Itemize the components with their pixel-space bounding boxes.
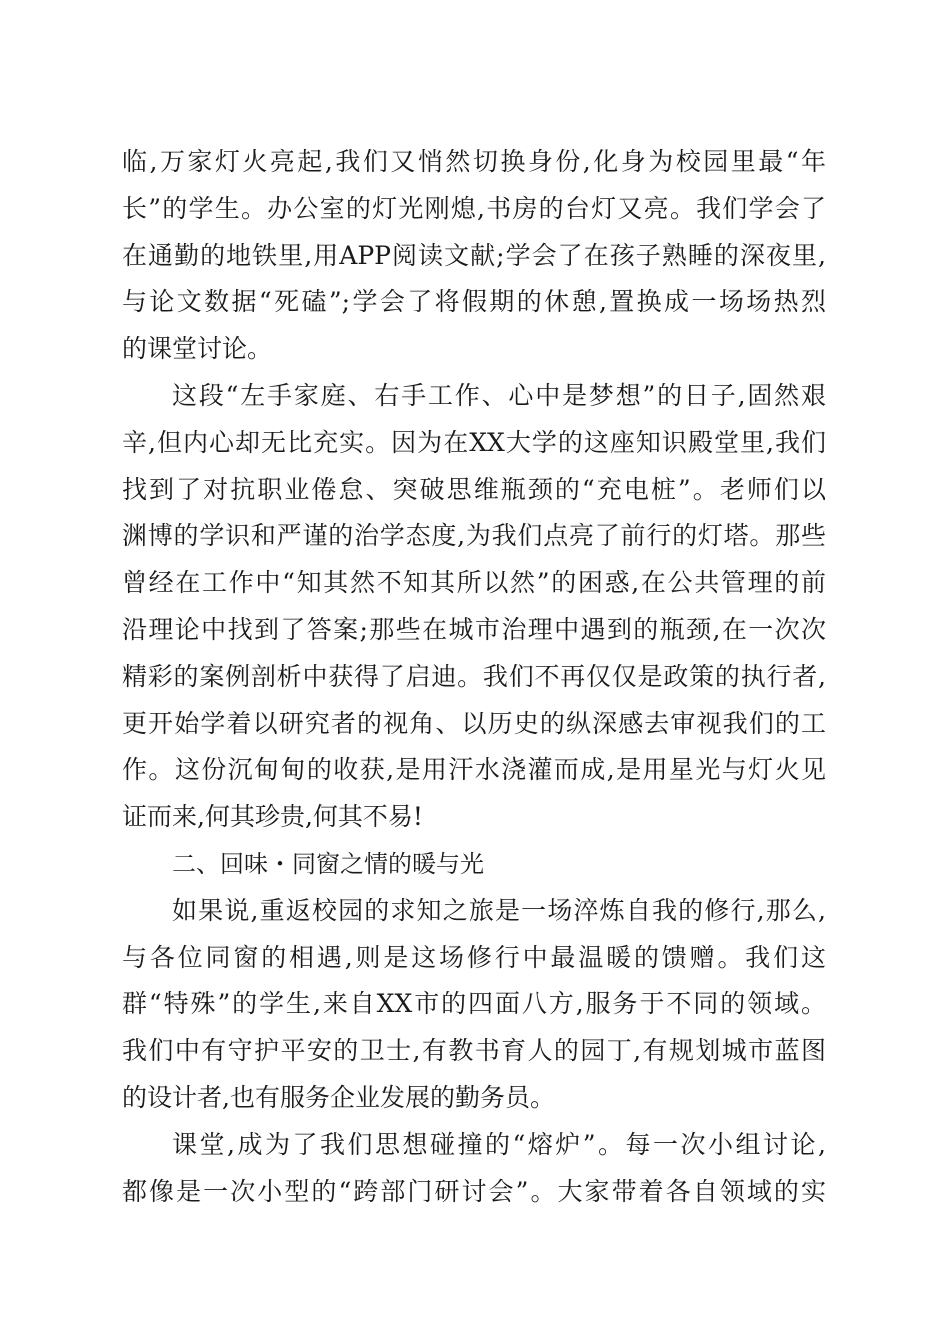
- paragraph-line: 与论文数据“死磕”;学会了将假期的休憩,置换成一场场热烈: [122, 287, 826, 317]
- paragraph-line: 沿理论中找到了答案;那些在城市治理中遇到的瓶颈,在一次次: [122, 614, 826, 644]
- paragraph-1: [122, 139, 826, 373]
- paragraph-line: 群“特殊”的学生,来自XX市的四面八方,服务于不同的领域。: [122, 989, 826, 1019]
- paragraph-line: 渊博的学识和严谨的治学态度,为我们点亮了前行的灯塔。那些: [122, 521, 826, 551]
- document-body: [122, 139, 826, 1215]
- paragraph-3: [122, 888, 826, 1122]
- paragraph-line: 辛,但内心却无比充实。因为在XX大学的这座知识殿堂里,我们: [122, 427, 826, 457]
- paragraph-line: 曾经在工作中“知其然不知其所以然”的困惑,在公共管理的前: [122, 568, 826, 598]
- paragraph-line: 与各位同窗的相遇,则是这场修行中最温暖的馈赠。我们这: [122, 942, 826, 972]
- paragraph-line: 课堂,成为了我们思想碰撞的“熔炉”。每一次小组讨论,: [172, 1129, 826, 1159]
- paragraph-line: 的课堂讨论。: [122, 334, 273, 364]
- paragraph-line: 找到了对抗职业倦怠、突破思维瓶颈的“充电桩”。老师们以: [122, 474, 826, 504]
- section-heading: 二、回味・同窗之情的暖与光: [172, 849, 484, 878]
- paragraph-line: 精彩的案例剖析中获得了启迪。我们不再仅仅是政策的执行者,: [122, 661, 826, 691]
- paragraph-line: 的设计者,也有服务企业发展的勤务员。: [122, 1082, 555, 1112]
- paragraph-2: [122, 373, 826, 841]
- paragraph-line: 如果说,重返校园的求知之旅是一场淬炼自我的修行,那么,: [172, 895, 826, 925]
- paragraph-line: 我们中有守护平安的卫士,有教书育人的园丁,有规划城市蓝图: [122, 1036, 826, 1066]
- paragraph-line: 证而来,何其珍贵,何其不易!: [122, 802, 423, 832]
- paragraph-line: 在通勤的地铁里,用APP阅读文献;学会了在孩子熟睡的深夜里,: [122, 240, 826, 270]
- paragraph-line: 这段“左手家庭、右手工作、心中是梦想”的日子,固然艰: [172, 380, 826, 410]
- paragraph-line: 临,万家灯火亮起,我们又悄然切换身份,化身为校园里最“年: [122, 147, 826, 176]
- paragraph-4: [122, 1122, 826, 1216]
- paragraph-line: 长”的学生。办公室的灯光刚熄,书房的台灯又亮。我们学会了: [122, 193, 826, 223]
- paragraph-line: 都像是一次小型的“跨部门研讨会”。大家带着各自领域的实: [122, 1176, 826, 1206]
- paragraph-line: 更开始学着以研究者的视角、以历史的纵深感去审视我们的工: [122, 708, 826, 738]
- paragraph-line: 作。这份沉甸甸的收获,是用汗水浇灌而成,是用星光与灯火见: [122, 755, 826, 785]
